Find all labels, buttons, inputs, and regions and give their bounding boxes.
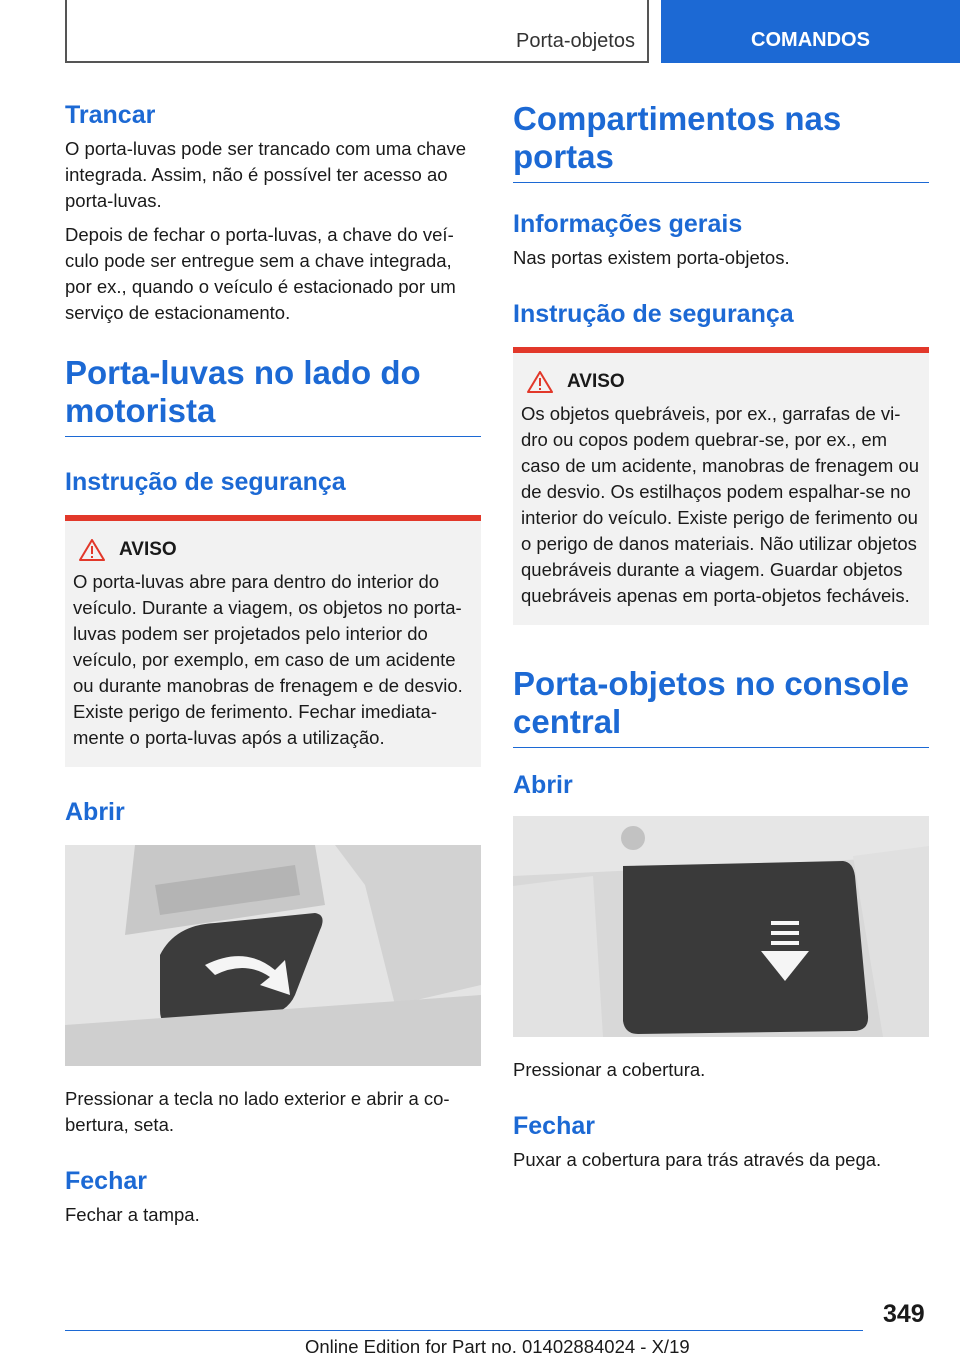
- fechar-heading: Fechar: [65, 1167, 147, 1195]
- trancar-paragraph-1: O porta-luvas pode ser trancado com uma chave integrada. Assim, não é possível ter acesso ao porta-luvas.: [65, 138, 467, 211]
- abrir-text: Pressionar a tecla no lado exterior e abrir a cobertura, seta.: [65, 1088, 450, 1135]
- warning-triangle-icon: [79, 539, 105, 561]
- warning-header: [527, 371, 921, 393]
- fechar-text: Puxar a cobertura para trás através da pega.: [513, 1149, 882, 1170]
- info-heading: Informações gerais: [513, 210, 743, 238]
- page-number: 349: [883, 1300, 925, 1328]
- center-console-photo: [513, 816, 929, 1037]
- trancar-heading: Trancar: [65, 101, 156, 129]
- safety-heading: Instrução de segurança: [513, 300, 794, 328]
- fechar-text: Fechar a tampa.: [65, 1204, 200, 1225]
- abrir-heading: Abrir: [65, 798, 125, 826]
- info-text: Nas portas existem porta-objetos.: [513, 247, 790, 268]
- header-chapter-tab: COMANDOS: [661, 0, 960, 63]
- glovebox-photo: [65, 845, 481, 1066]
- warning-header: [79, 539, 473, 561]
- header-section-title: Porta-objetos: [516, 30, 635, 52]
- trancar-paragraph-2: Depois de fechar o porta-luvas, a chave do veículo pode ser entregue sem a chave integrada, por ex., quando o veículo é estacionado por um serviço de estacionamento.: [65, 224, 456, 323]
- footer-edition-text: Online Edition for Part no. 01402884024 - X/19: [305, 1336, 690, 1357]
- section-heading-center-console: Porta-objetos no console central: [513, 665, 929, 748]
- warning-box: [513, 347, 929, 625]
- section-heading-glovebox-driver: Porta-luvas no lado do motorista: [65, 354, 481, 437]
- section-heading-door-compartments: Compartimentos nas portas: [513, 100, 929, 183]
- abrir-text: Pressionar a cobertura.: [513, 1059, 706, 1080]
- warning-triangle-icon: [527, 371, 553, 393]
- left-column: [65, 100, 481, 1236]
- footer-rule: [65, 1330, 863, 1331]
- warning-box: [65, 515, 481, 767]
- abrir-heading: Abrir: [513, 771, 573, 799]
- header-box: [65, 0, 649, 63]
- warning-text: O porta-luvas abre para dentro do interior do veículo. Durante a viagem, os objetos no porta-luvas podem ser projetados pelo interior do veículo, por exemplo, em caso de um acidente ou durante manobras de frenagem e de desvio. Existe perigo de ferimento. Fechar imediatamente o porta-luvas após a utilização.: [73, 571, 463, 748]
- warning-label: AVISO: [567, 371, 625, 392]
- warning-label: AVISO: [119, 539, 177, 560]
- fechar-heading: Fechar: [513, 1112, 595, 1140]
- warning-text: Os objetos quebráveis, por ex., garrafas de vidro ou copos podem quebrar-se, por ex., em caso de um acidente, manobras de frenagem ou de desvio. Os estilhaços podem espalhar-se no interior do veículo. Existe perigo de ferimento ou o perigo de danos materiais. Não utilizar objetos quebráveis durante a viagem. Guardar objetos quebráveis apenas em porta-objetos fecháveis.: [521, 403, 919, 606]
- safety-heading: Instrução de segurança: [65, 468, 346, 496]
- right-column: [513, 100, 929, 1181]
